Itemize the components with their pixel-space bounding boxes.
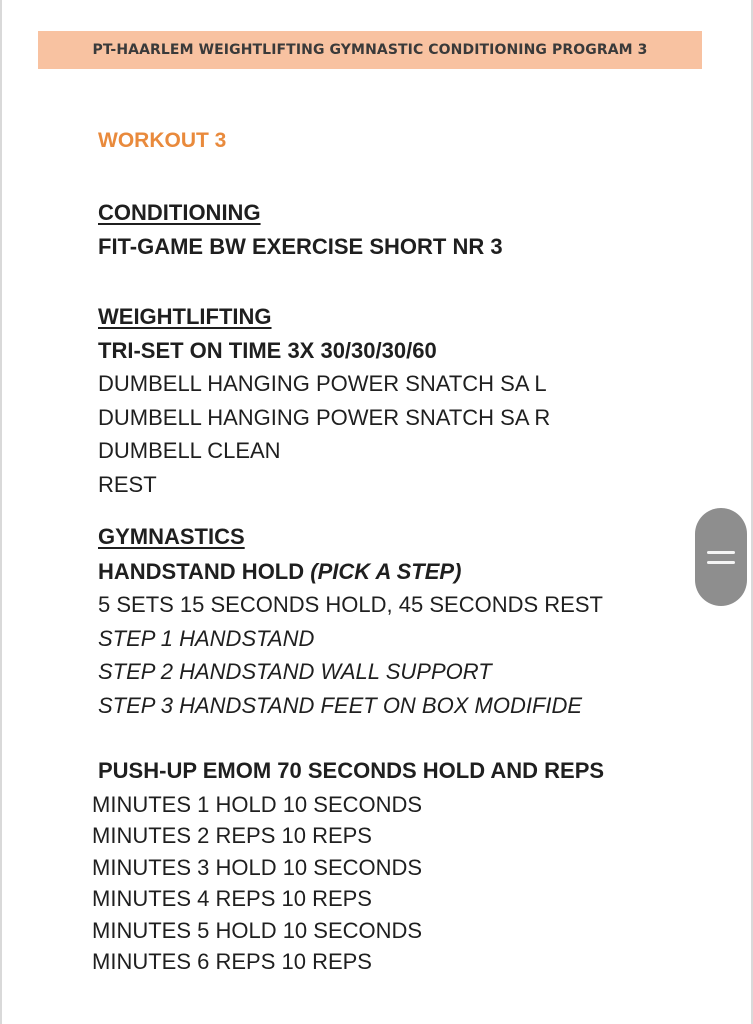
conditioning-heading: CONDITIONING — [98, 200, 261, 225]
pushup-minute: MINUTES 3 HOLD 10 SECONDS — [92, 855, 423, 880]
header-band — [38, 31, 702, 69]
gymnastics-exercise: HANDSTAND HOLD — [98, 559, 305, 584]
pushup-minute: MINUTES 6 REPS 10 REPS — [92, 949, 372, 974]
weightlifting-item: DUMBELL HANGING POWER SNATCH SA R — [98, 405, 551, 430]
drag-handle-icon-bar — [707, 561, 735, 564]
gymnastics-sets: 5 SETS 15 SECONDS HOLD, 45 SECONDS REST — [98, 592, 603, 617]
weightlifting-item: REST — [98, 472, 157, 497]
pushup-minute: MINUTES 4 REPS 10 REPS — [92, 886, 372, 911]
pushup-minute: MINUTES 1 HOLD 10 SECONDS — [92, 792, 423, 817]
weightlifting-item: DUMBELL HANGING POWER SNATCH SA L — [98, 371, 547, 396]
workout-title: WORKOUT 3 — [98, 129, 227, 152]
gymnastics-step: STEP 1 HANDSTAND — [98, 626, 315, 651]
page-edge-left — [0, 0, 2, 1024]
weightlifting-heading: WEIGHTLIFTING — [98, 304, 272, 329]
program-title: PT-HAARLEM WEIGHTLIFTING GYMNASTIC CONDITIONING PROGRAM 3 — [92, 42, 648, 58]
gymnastics-step: STEP 3 HANDSTAND FEET ON BOX MODIFIDE — [98, 693, 583, 718]
conditioning-exercise: FIT-GAME BW EXERCISE SHORT NR 3 — [98, 234, 503, 259]
drag-handle-icon — [707, 551, 735, 554]
gymnastics-heading: GYMNASTICS — [98, 524, 245, 549]
scroll-handle[interactable] — [695, 508, 747, 606]
pushup-minute: MINUTES 5 HOLD 10 SECONDS — [92, 918, 423, 943]
pushup-minute: MINUTES 2 REPS 10 REPS — [92, 823, 372, 848]
gymnastics-exercise-note: (PICK A STEP) — [310, 559, 462, 584]
weightlifting-item: DUMBELL CLEAN — [98, 438, 281, 463]
weightlifting-scheme: TRI-SET ON TIME 3X 30/30/30/60 — [98, 338, 437, 363]
pushup-heading: PUSH-UP EMOM 70 SECONDS HOLD AND REPS — [98, 758, 605, 783]
gymnastics-exercise-line — [98, 559, 461, 585]
gymnastics-step: STEP 2 HANDSTAND WALL SUPPORT — [98, 659, 492, 684]
